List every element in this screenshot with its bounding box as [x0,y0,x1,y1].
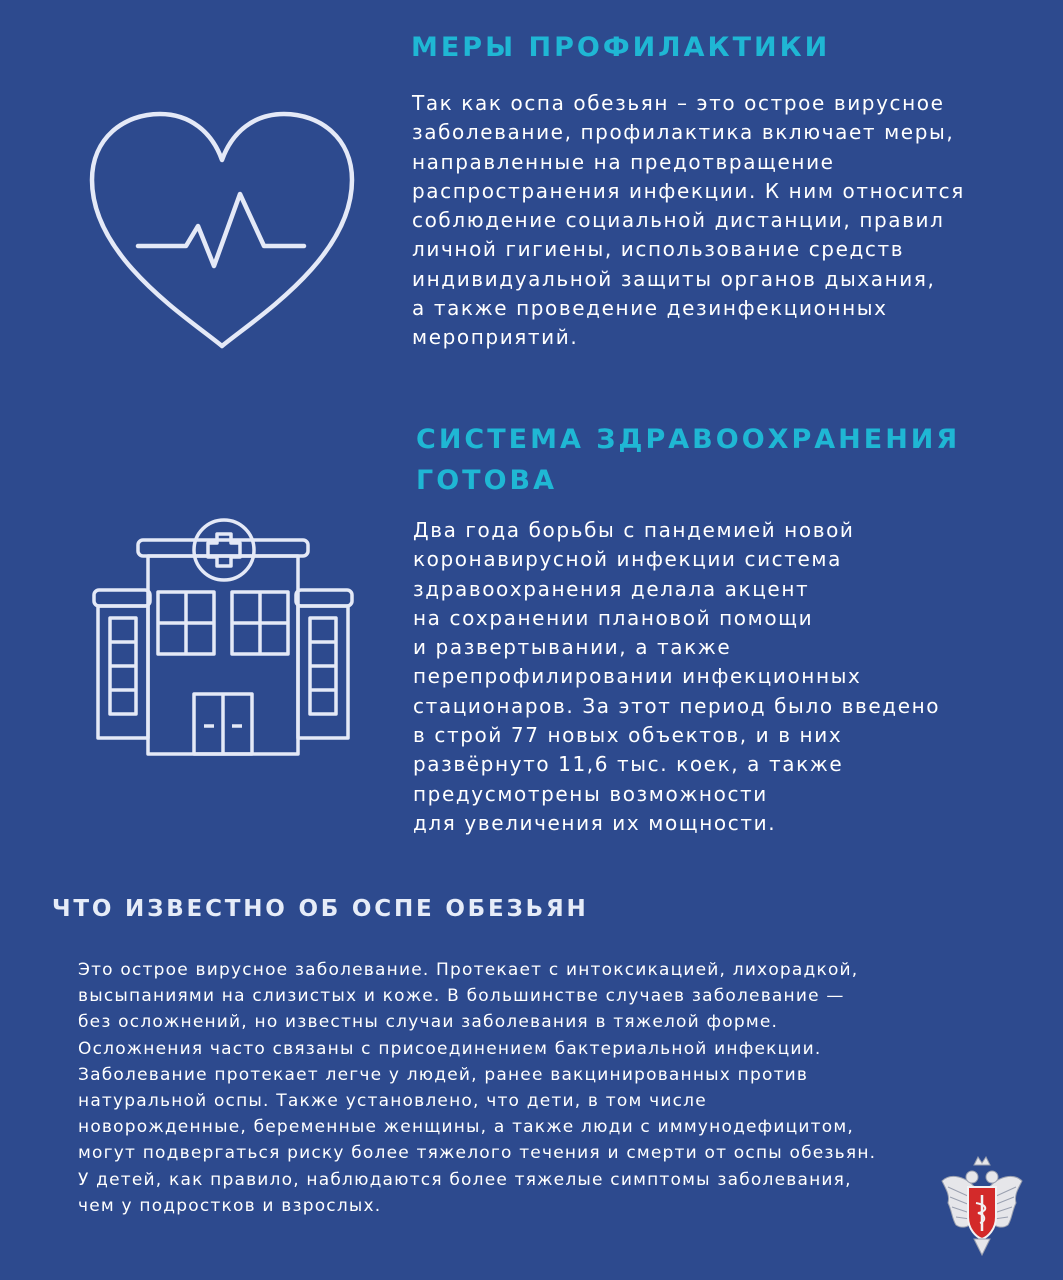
healthcare-title: СИСТЕМА ЗДРАВООХРАНЕНИЯ ГОТОВА [416,424,961,496]
prevention-title: МЕРЫ ПРОФИЛАКТИКИ [411,32,831,63]
about-text: Это острое вирусное заболевание. Протекает с интоксикацией, лихорадкой, высыпаниями на слизистых и коже. В большинстве случаев заболевание — без осложнений, но известны случаи заболевания в тяжелой форме. Осложнения часто связаны с присоединением бактериальной инфекции. Заболевание протекает легче у людей, ранее вакцинированных против натуральной оспы. Также установлено, что дети, в том числе новорожденные, беременные женщины, а также люди с иммунодефицитом, могут подвергаться риску более тяжелого течения и смерти от оспы обезьян. У детей, как правило, наблюдаются более тяжелые симптомы заболевания, чем у подростков и взрослых. [78,960,877,1216]
heart-pulse-icon [88,108,356,352]
eagle-emblem-icon [940,1153,1024,1257]
hospital-icon [90,516,360,756]
healthcare-text: Два года борьбы с пандемией новой коронавирусной инфекции система здравоохранения делала акцент на сохранении плановой помощи и развертывании, а также перепрофилировании инфекционных стационаров. За этот период было введено в строй 77 новых объектов, и в них развёрнуто 11,6 тыс. коек, а также предусмотрены возможности для увеличения их мощности. [413,518,941,835]
about-title: ЧТО ИЗВЕСТНО ОБ ОСПЕ ОБЕЗЬЯН [52,896,589,922]
prevention-text: Так как оспа обезьян – это острое вирусное заболевание, профилактика включает меры, направленные на предотвращение распространения инфекции. К ним относится соблюдение социальной дистанции, правил личной гигиены, использование средств индивидуальной защиты органов дыхания, а также проведение дезинфекционных мероприятий. [412,91,965,350]
